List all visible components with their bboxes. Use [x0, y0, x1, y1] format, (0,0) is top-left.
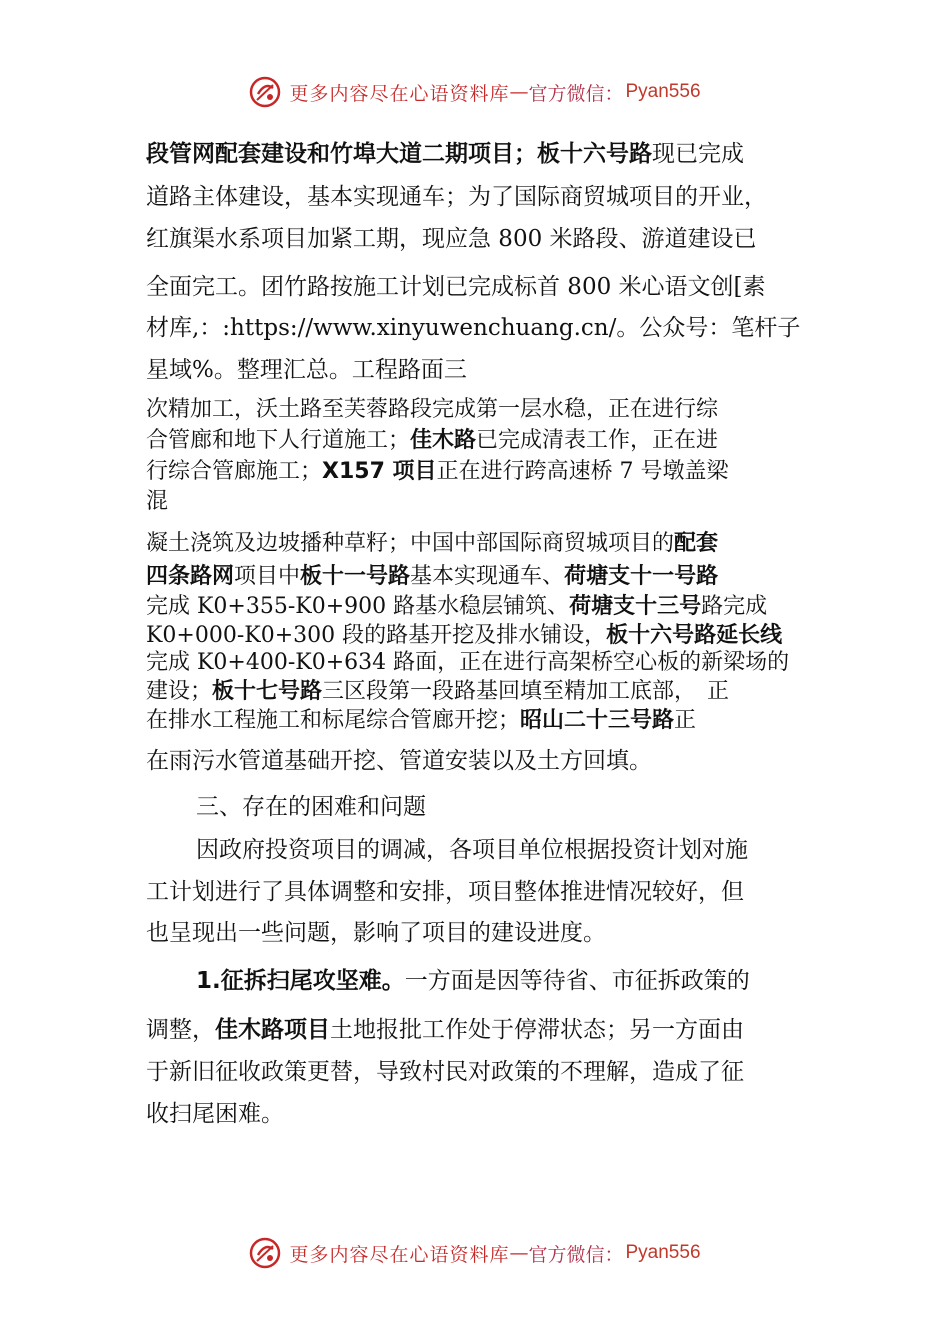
- section-heading: 三、存在的困难和问题: [196, 794, 426, 820]
- text: K0+000-K0+300 段的路基开挖及排水铺设，: [146, 623, 607, 648]
- text: 建设；: [146, 679, 213, 704]
- bold-text: 荷塘支十一号路: [564, 564, 719, 589]
- xinyu-logo-icon: [249, 1237, 281, 1269]
- text: 已完成清表工作，正在进: [476, 428, 719, 453]
- p5-line-4: 收扫尾困难。: [146, 1101, 284, 1127]
- text: 正在进行跨高速桥 7 号墩盖梁: [436, 459, 729, 484]
- bold-text: 板十一号路: [300, 564, 411, 589]
- footer-wechat-id: Pyan556: [625, 1242, 701, 1263]
- text: 合管廊和地下人行道施工；: [146, 428, 411, 453]
- bold-text: 板十六号路延长线: [606, 623, 783, 648]
- p3-line-2: [146, 563, 718, 591]
- p1-line-3: 红旗渠水系项目加紧工期，现应急 800 米路段、游道建设已: [146, 226, 757, 252]
- p5-line-1: [196, 966, 750, 996]
- bold-text: 佳木路: [410, 428, 477, 453]
- text: 凝土浇筑及边坡播种草籽；中国中部国际商贸城项目的: [146, 531, 675, 556]
- p4-line-2: 工计划进行了具体调整和安排，项目整体推进情况较好，但: [146, 879, 744, 905]
- p4-line-1: 因政府投资项目的调减，各项目单位根据投资计划对施: [196, 837, 748, 863]
- bold-text: 佳木路项目: [215, 1017, 330, 1043]
- bold-text: 1.征拆扫尾攻坚难。: [196, 968, 405, 994]
- p1-line-4: 全面完工。团竹路按施工计划已完成标首 800 米心语文创[素: [146, 274, 766, 300]
- text: 路完成: [701, 594, 768, 619]
- p3-line-1: [146, 530, 718, 558]
- text: 调整，: [146, 1017, 215, 1043]
- text: 在排水工程施工和标尾综合管廊开挖；: [146, 708, 521, 733]
- bold-text: 配套: [674, 531, 719, 556]
- text: 基本实现通车、: [410, 564, 565, 589]
- p3-line-7: [146, 707, 696, 735]
- header-separator: —: [509, 81, 529, 103]
- p4-line-3: 也呈现出一些问题，影响了项目的建设进度。: [146, 920, 606, 946]
- footer-wechat-label: 官方微信：: [528, 1243, 624, 1266]
- text: 三区段第一段路基回填至精加工底部， 正: [322, 679, 730, 704]
- text: 项目中: [234, 564, 301, 589]
- header-text: 更多内容尽在心语资料库: [289, 82, 510, 105]
- bold-text: X157 项目: [322, 459, 437, 484]
- p2-line-1: 次精加工，沃土路至芙蓉路段完成第一层水稳，正在进行综: [146, 397, 719, 422]
- p3-line-3: [146, 593, 767, 621]
- p5-line-3: 于新旧征收政策更替，导致村民对政策的不理解，造成了征: [146, 1059, 744, 1085]
- p2-line-4: 混: [146, 489, 169, 514]
- p1-line-2: 道路主体建设，基本实现通车；为了国际商贸城项目的开业，: [146, 184, 767, 210]
- header-wechat-id: Pyan556: [625, 81, 701, 102]
- xinyu-logo-icon: [249, 76, 281, 108]
- p5-line-2: [146, 1015, 744, 1045]
- page-footer: [0, 1231, 950, 1275]
- p1-line-6: 星域%。整理汇总。工程路面三: [146, 357, 467, 383]
- p3-line-6: [146, 678, 729, 706]
- bold-text: 段管网配套建设和竹埠大道二期项目；板十六号路: [146, 141, 652, 167]
- p3-line-8: 在雨污水管道基础开挖、管道安装以及土方回填。: [146, 748, 652, 774]
- text: 现已完成: [652, 141, 744, 167]
- text: 土地报批工作处于停滞状态；另一方面由: [330, 1017, 744, 1043]
- bold-text: 荷塘支十三号: [569, 594, 702, 619]
- p2-line-3: [146, 458, 729, 486]
- footer-text: 更多内容尽在心语资料库: [289, 1243, 510, 1266]
- p1-line-5: 材库,：:https://www.xinyuwenchuang.cn/。公众号：笔杆子: [146, 315, 801, 341]
- footer-separator: —: [509, 1242, 529, 1264]
- bold-text: 板十七号路: [212, 679, 323, 704]
- text: 行综合管廊施工；: [146, 459, 323, 484]
- text: 正: [674, 708, 697, 733]
- header-wechat-label: 官方微信：: [528, 82, 624, 105]
- page-header: [0, 70, 950, 114]
- text: 完成 K0+355-K0+900 路基水稳层铺筑、: [146, 594, 570, 619]
- bold-text: 四条路网: [146, 564, 235, 589]
- p2-line-2: [146, 427, 718, 455]
- bold-text: 昭山二十三号路: [520, 708, 675, 733]
- text: 一方面是因等待省、市征拆政策的: [404, 968, 750, 994]
- p3-line-5: 完成 K0+400-K0+634 路面，正在进行高架桥空心板的新梁场的: [146, 650, 790, 675]
- p1-line-1: [146, 139, 744, 169]
- p3-line-4: [146, 622, 782, 650]
